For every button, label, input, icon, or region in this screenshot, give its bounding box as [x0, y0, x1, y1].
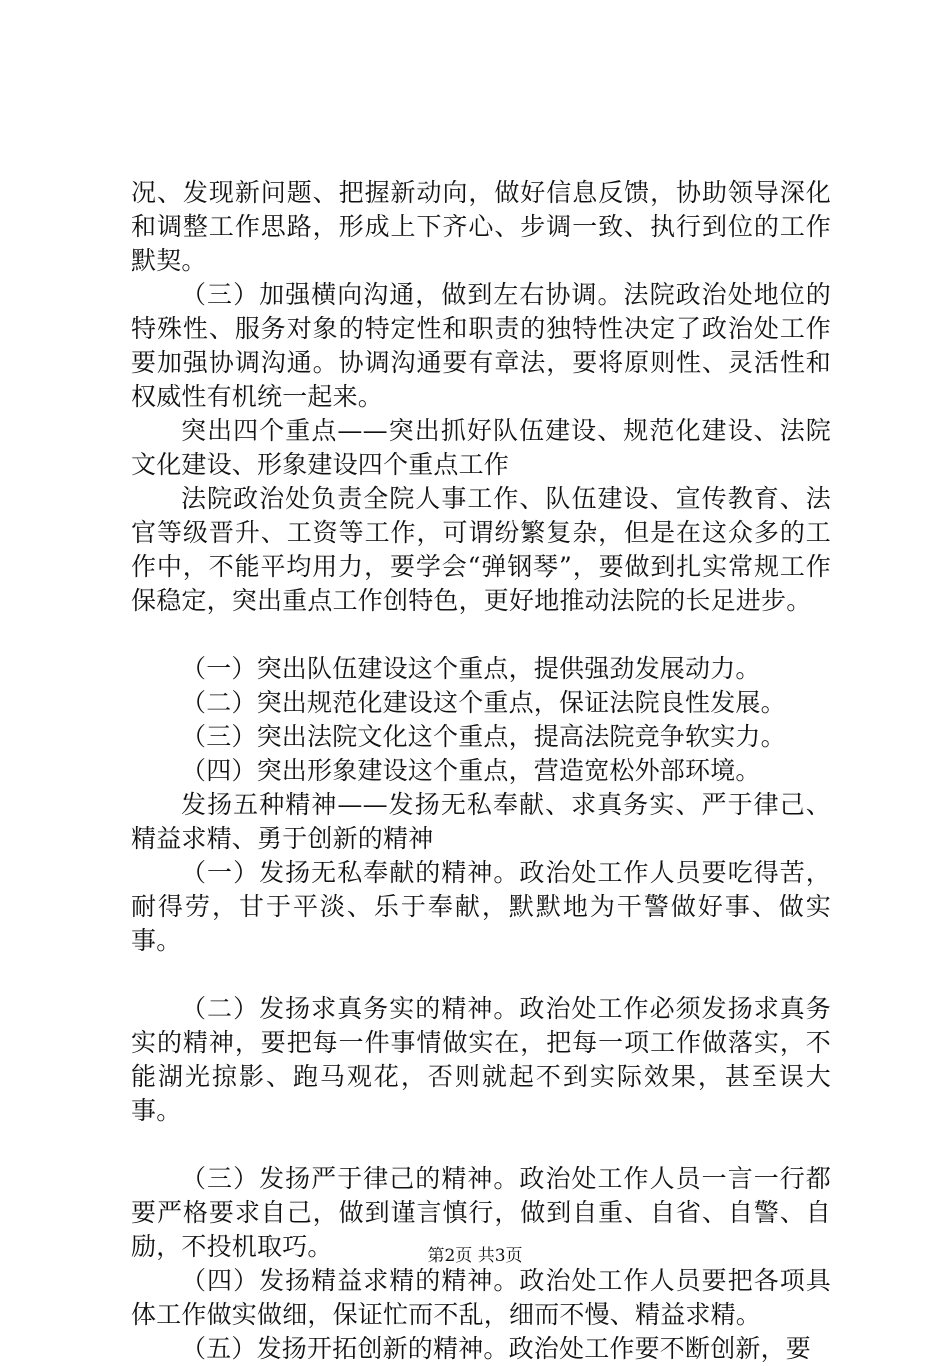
- section-heading-five-spirits: 发扬五种精神——发扬无私奉献、求真务实、严于律己、精益求精、勇于创新的精神: [131, 790, 831, 853]
- paragraph-spirit-2: （二）发扬求真务实的精神。政治处工作必须发扬求真务实的精神，要把每一件事情做实在，把每一项工作做落实，不能湖光掠影、跑马观花，否则就起不到实际效果，甚至误大事。: [131, 994, 831, 1125]
- section-heading-four-focuses: 突出四个重点——突出抓好队伍建设、规范化建设、法院文化建设、形象建设四个重点工作: [131, 416, 831, 479]
- paragraph-spirit-4: （四）发扬精益求精的精神。政治处工作人员要把各项具体工作做实做细，保证忙而不乱，细而不慢、精益求精。: [131, 1266, 831, 1329]
- list-item-focus-4: （四）突出形象建设这个重点，营造宽松外部环境。: [181, 756, 761, 785]
- document-body: [131, 176, 831, 1366]
- paragraph-continuation: 况、发现新问题、把握新动向，做好信息反馈，协助领导深化和调整工作思路，形成上下齐心、步调一致、执行到位的工作默契。: [131, 178, 831, 275]
- list-item-focus-1: （一）突出队伍建设这个重点，提供强劲发展动力。: [181, 654, 761, 683]
- list-item-focus-2: （二）突出规范化建设这个重点，保证法院良性发展。: [181, 688, 786, 717]
- paragraph-spirit-3: （三）发扬严于律己的精神。政治处工作人员一言一行都要严格要求自己，做到谨言慎行，做到自重、自省、自警、自励，不投机取巧。: [131, 1164, 831, 1261]
- paragraph-spirit-1: （一）发扬无私奉献的精神。政治处工作人员要吃得苦，耐得劳，甘于平淡、乐于奉献，默默地为干警做好事、做实事。: [131, 858, 831, 955]
- page-number-footer: 第2页 共3页: [427, 1246, 523, 1266]
- paragraph-horizontal-communication: （三）加强横向沟通，做到左右协调。法院政治处地位的特殊性、服务对象的特定性和职责的独特性决定了政治处工作要加强协调沟通。协调沟通要有章法，要将原则性、灵活性和权威性有机统一起来。: [131, 280, 831, 411]
- list-item-focus-3: （三）突出法院文化这个重点，提高法院竞争软实力。: [181, 722, 786, 751]
- paragraph-spirit-5: （五）发扬开拓创新的精神。政治处工作要不断创新，要: [181, 1334, 812, 1363]
- paragraph-four-focuses-intro: 法院政治处负责全院人事工作、队伍建设、宣传教育、法官等级晋升、工资等工作，可谓纷繁复杂，但是在这众多的工作中，不能平均用力，要学会“弹钢琴”，要做到扎实常规工作保稳定，突出重点工作创特色，更好地推动法院的长足进步。: [131, 484, 831, 615]
